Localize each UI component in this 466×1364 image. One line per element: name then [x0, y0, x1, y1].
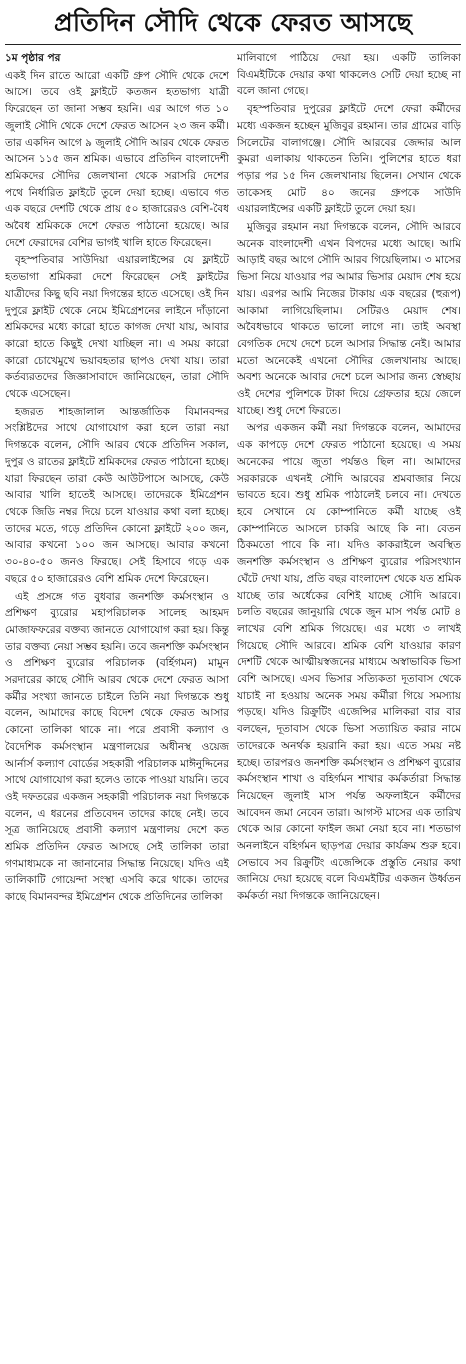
- column-left: [5, 50, 229, 1360]
- paragraph: এই প্রসঙ্গে গত বুধবার জনশক্তি কর্মসংস্থান ও প্রশিক্ষণ ব্যুরোর মহাপরিচালক সালেহ আহমদ মোজাফফরের বক্তব্য জানতে যোগাযোগ করা হয়। কিন্তু তার বক্তব্য নেয়া সম্ভব হয়নি। তবে জনশক্তি কর্মসংস্থান ও প্রশিক্ষণ ব্যুরোর পরিচালক (বর্হিগমন) মামুন সরদারের কাছে সৌদি আরব থেকে দেশে ফেরত আসা কর্মীর সংখ্যা জানতে চাইলে তিনি নয়া দিগন্তকে শুধু বলেন, আমাদের কাছে বিদেশ থেকে ফেরত আসার কোনো তালিকা থাকে না। পরে প্রবাসী কল্যাণ ও বৈদেশিক কর্মসংস্থান মন্ত্রণালয়ের অধীনস্থ ওয়েজ আর্নার্স কল্যাণ বোর্ডের সহকারী পরিচালক মাঈনুদ্দিনের সাথে যোগাযোগ করা হলেও তাকে পাওয়া যায়নি। তবে ওই দফতরের একজন সহকারী পরিচালক নয়া দিগন্তকে বলেন, এ ধরনের প্রতিবেদন তাদের কাছে নেই। তবে সূত্র জানিয়েছে প্রবাসী কল্যাণ মন্ত্রণালয় দেশে কত শ্রমিক প্রতিদিন ফেরত আসছে সেই তালিকা তারা গণমাধ্যমকে না জানানোর সিদ্ধান্ত নিয়েছে। যদিও এই তালিকাটি গোয়েন্দা সংস্থা এসবি করে থাকে। তাদের কাছে বিমানবন্দর ইমিগ্রেশন থেকে প্রতিদিনের তালিকা: [5, 590, 229, 904]
- paragraph: মালিবাগে পাঠিয়ে দেয়া হয়। একটি তালিকা বিএমইটিকে দেয়ার কথা থাকলেও সেটি দেয়া হচ্ছে না বলে জানা গেছে।: [237, 52, 461, 98]
- paragraph: একই দিন রাতে আরো একটি গ্রুপ সৌদি থেকে দেশে আসে। তবে ওই ফ্লাইটে কতজন হতভাগ্য যাত্রী ফিরেছেন তা জানা সম্ভব হয়নি। এর আগে গত ১০ জুলাই সৌদি থেকে দেশে ফেরত আসেন ২৩ জন কর্মী। তার একদিন আগে ৯ জুলাই সৌদি আরব থেকে ফেরত আসেন ১১৫ জন শ্রমিক। এভাবে প্রতিদিন বাংলাদেশী শ্রমিকদের সৌদির জেলখানা থেকে সরাসরি দেশের পথে নির্ধারিত ফ্লাইটে তুলে দেয়া হচ্ছে। এভাবে গত এক বছরে দেশটি থেকে প্রায় ৫০ হাজারেরও বেশি-বৈধ অবৈধ শ্রমিককে দেশে ফেরত পাঠানো হয়েছে। আর দেশে ফেরাদের বেশির ভাগই খালি হাতে ফিরেছেন।: [5, 69, 229, 249]
- continuation-label: ১ম পৃষ্ঠার পর: [5, 52, 61, 64]
- headline: প্রতিদিন সৌদি থেকে ফেরত আসছে: [5, 4, 461, 45]
- paragraph: বৃহস্পতিবার দুপুরের ফ্লাইটে দেশে ফেরা কর্মীদের মধ্যে একজন হচ্ছেন মুজিবুর রহমান। তার গ্রামের বাড়ি সিলেটের বালাগঞ্জে। সৌদি আরবের জেদ্দার আল কুমরা এলাকায় থাকতেন তিনি। পুলিশের হাতে ধরা পড়ার পর ১৫ দিন জেলখানায় ছিলেন। সেখান থেকে তাকেসহ মোট ৪০ জনের গ্রুপকে সাউদি এয়ারলাইন্সের একটি ফ্লাইটে তুলে দেয়া হয়।: [237, 103, 461, 216]
- column-right: [237, 50, 461, 1360]
- paragraph: অপর একজন কর্মী নয়া দিগন্তকে বলেন, আমাদের এক কাপড়ে দেশে ফেরত পাঠানো হয়েছে। এ সময় অনেকের পায়ে জুতা পর্যন্তও ছিল না। আমাদের সরকারকে এখনই সৌদি আরবের শ্রমবাজার নিয়ে ভাবতে হবে। শুধু শ্রমিক পাঠালেই চলবে না। দেখতে হবে সেখানে যে কোম্পানিতে কর্মী যাচ্ছে ওই কোম্পানিতে আসলে চাকরি আছে কি না। বেতন ঠিকমতো পাবে কি না। যদিও কাকরাইলে অবস্থিত জনশক্তি কর্মসংস্থান ও প্রশিক্ষণ ব্যুরোর পরিসংখ্যান ঘেঁটে দেখা যায়, প্রতি বছর বাংলাদেশ থেকে যত শ্রমিক যাচ্ছে তার অর্ধেকের বেশিই যাচ্ছে সৌদি আরবে। চলতি বছরের জানুয়ারি থেকে জুন মাস পর্যন্ত মোট ৪ লাখের বেশি শ্রমিক গিয়েছে। এর মধ্যে ৩ লাখই গিয়েছে সৌদি আরবে। শ্রমিক বেশি যাওয়ার কারণ দেশটি থেকে আত্মীয়স্বজনের মাধ্যমে অস্বাভাবিক ভিসা বেশি আসছে। এসব ভিসার সত্যিকতা দূতাবাস থেকে যাচাই না হওয়ায় অনেক সময় কর্মীরা গিয়ে সমস্যায় পড়ছে। যদিও রিক্রুটিং এজেন্সির মালিকরা বার বার বলছেন, দূতাবাস থেকে ভিসা সত্যায়িত করার নামে তাদেরকে অনর্থক হয়রানি করা হয়। এতে সময় নষ্ট হচ্ছে। তারপরও জনশক্তি কর্মসংস্থান ও প্রশিক্ষণ ব্যুরোর কর্মসংস্থান শাখা ও বহির্গমন শাখার কর্মকর্তারা সিদ্ধান্ত নিয়েছেন জুলাই মাস পর্যন্ত অফলাইনে কর্মীদের আবেদন জমা নেবেন তারা। আগস্ট মাসের এক তারিখ থেকে আর কোনো ফাইল জমা নেয়া হবে না। শতভাগ অনলাইনে বহির্গমন ছাড়পত্র দেয়ার কার্যক্রম শুরু হবে। সেভাবে সব রিক্রুটিং এজেন্সিকে প্রস্তুতি নেয়ার কথা জানিয়ে দেয়া হয়েছে বলে বিএমইটির একজন উর্ধ্বতন কর্মকর্তা নয়া দিগন্তকে জানিয়েছেন।: [237, 422, 461, 903]
- article-body: [5, 50, 461, 1360]
- paragraph: বৃহস্পতিবার সাউদিয়া এয়ারলাইন্সের যে ফ্লাইটে হতভাগা শ্রমিকরা দেশে ফিরেছেন সেই ফ্লাইটের যাত্রীদের কিছু ছবি নয়া দিগন্তের হাতে এসেছে। ওই দিন দুপুরে ফ্লাইট থেকে নেমে ইমিগ্রেশনের লাইনে দাঁড়ানো শ্রমিকদের মধ্যে কারো হাতে কাগজ দেখা যায়, আবার কারো হাতে কিছুই দেখা যাচ্ছিল না। এ সময় কারো কারো চোখেমুখে ভয়াবহতার ছাপও দেখা যায়। তারা কর্তব্যরতদের জিজ্ঞাসাবাদে জানিয়েছেন, তারা সৌদি থেকে এসেছেন।: [5, 254, 229, 401]
- paragraph: হজরত শাহজালাল আন্তর্জাতিক বিমানবন্দর সংশ্লিষ্টদের সাথে যোগাযোগ করা হলে তারা নয়া দিগন্তকে বলেন, সৌদি আরব থেকে প্রতিদিন সকাল, দুপুর ও রাতের ফ্লাইটে শ্রমিকদের ফেরত পাঠানো হচ্ছে। যারা ফিরছেন তারা কেউ আউটপাসে আসছে, কেউ আবার খালি হাতেই আসছে। তাদেরকে ইমিগ্রেশন থেকে জিডি নম্বর দিয়ে চলে যাওয়ার কথা বলা হচ্ছে। তাদের মতে, গড়ে প্রতিদিন কোনো ফ্লাইটে ২০০ জন, আবার কখনো ১০০ জন আসছে। আবার কখনো ৩০-৪০-৫০ জনও ফিরছে। সেই হিসাবে গড়ে এক বছরে ৫০ হাজারেরও বেশি শ্রমিক দেশে ফিরেছেন।: [5, 405, 229, 585]
- paragraph: মুজিবুর রহমান নয়া দিগন্তকে বলেন, সৌদি আরবে অনেক বাংলাদেশী এখন বিপদের মধ্যে আছে। আমি আড়াই বছর আগে সৌদি আরব গিয়েছিলাম। ৩ মাসের ভিসা নিয়ে যাওয়ার পর আমার ভিসার মেয়াদ শেষ হয়ে যায়। এরপর আমি নিজের টাকায় এক বছরের (হুরূপ) আকামা লাগিয়েছিলাম। সেটিরও মেয়াদ শেষ। অবৈধভাবে থাকতে ভালো লাগে না। তাই অবস্থা বেগতিক দেখে দেশে চলে আসার সিদ্ধান্ত নেই। আমার মতো অনেকেই এখনো সৌদির জেলখানায় আছে। অবশ্য অনেকে আবার দেশে চলে আসার জন্য স্বেচ্ছায় ওই দেশের পুলিশকে টাকা দিয়ে গ্রেফতার হয়ে জেলে যাচ্ছে। শুধু দেশে ফিরতে।: [237, 221, 461, 417]
